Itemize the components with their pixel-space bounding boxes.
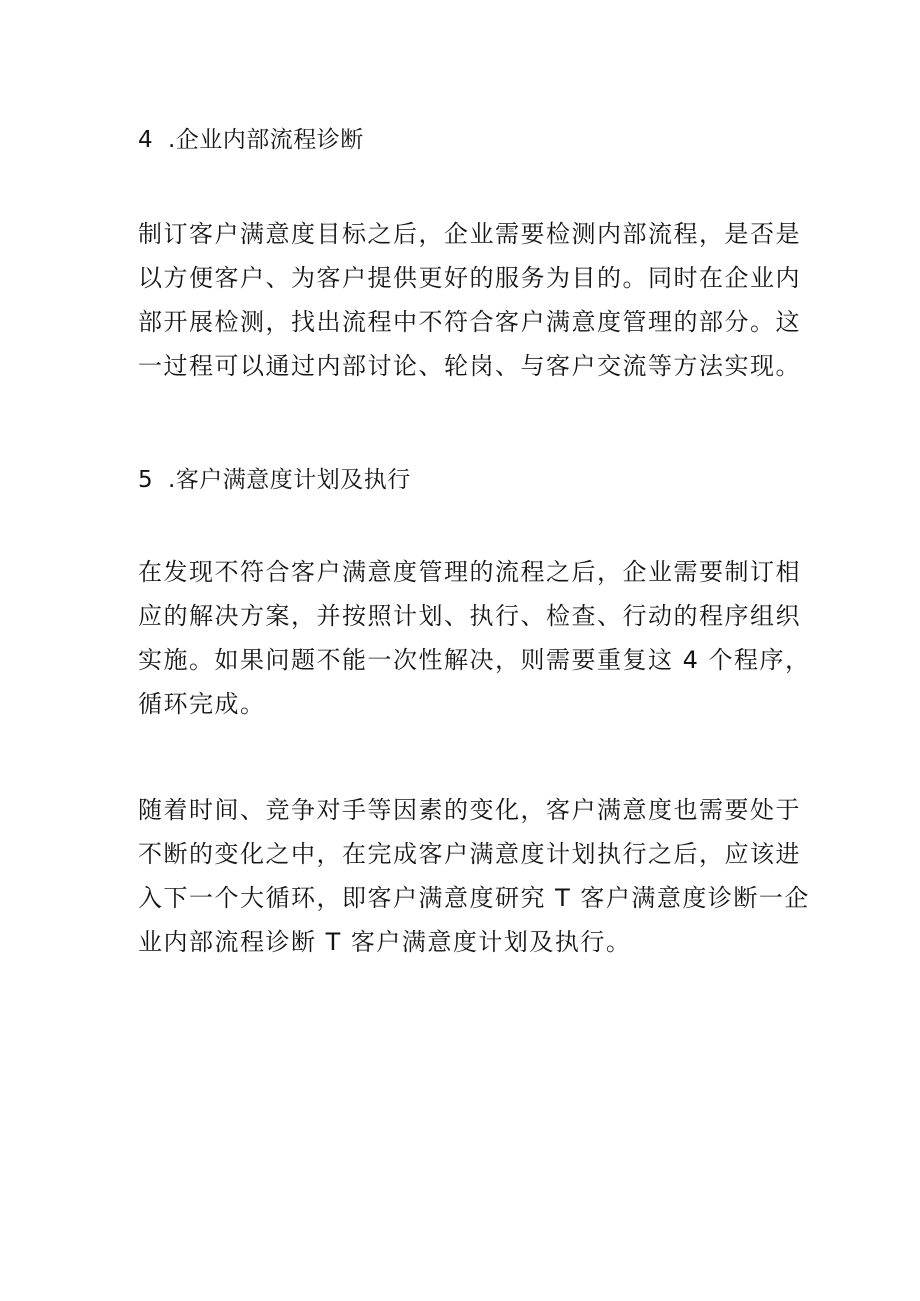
paragraph-line: 以方便客户、为客户提供更好的服务为目的。同时在企业内 [138, 264, 801, 292]
section-title: .企业内部流程诊断 [168, 127, 364, 153]
paragraph-cycle [138, 788, 810, 964]
paragraph-line: 实施。如果问题不能一次性解决，则需要重复这 4 个程序， [138, 646, 811, 674]
paragraph-line: 业内部流程诊断 T 客户满意度计划及执行。 [138, 928, 632, 956]
paragraph-line: 不断的变化之中，在完成客户满意度计划执行之后，应该进 [138, 840, 801, 868]
paragraph-line: 一过程可以通过内部讨论、轮岗、与客户交流等方法实现。 [138, 352, 801, 380]
section-heading-5 [138, 464, 798, 496]
paragraph-line: 部开展检测，找出流程中不符合客户满意度管理的部分。这 [138, 308, 801, 336]
paragraph-internal-process [138, 212, 801, 388]
paragraph-plan-execution [138, 550, 811, 726]
section-heading-4 [138, 124, 798, 156]
section-number: 5 [138, 467, 154, 493]
section-title: .客户满意度计划及执行 [168, 467, 411, 493]
paragraph-line: 制订客户满意度目标之后，企业需要检测内部流程，是否是 [138, 220, 801, 248]
paragraph-line: 随着时间、竞争对手等因素的变化，客户满意度也需要处于 [138, 796, 801, 824]
paragraph-line: 应的解决方案，并按照计划、执行、检查、行动的程序组织 [138, 602, 801, 630]
paragraph-line: 在发现不符合客户满意度管理的流程之后，企业需要制订相 [138, 558, 801, 586]
paragraph-line: 入下一个大循环，即客户满意度研究 T 客户满意度诊断一企 [138, 884, 810, 912]
section-number: 4 [138, 127, 154, 153]
paragraph-line: 循环完成。 [138, 690, 266, 718]
